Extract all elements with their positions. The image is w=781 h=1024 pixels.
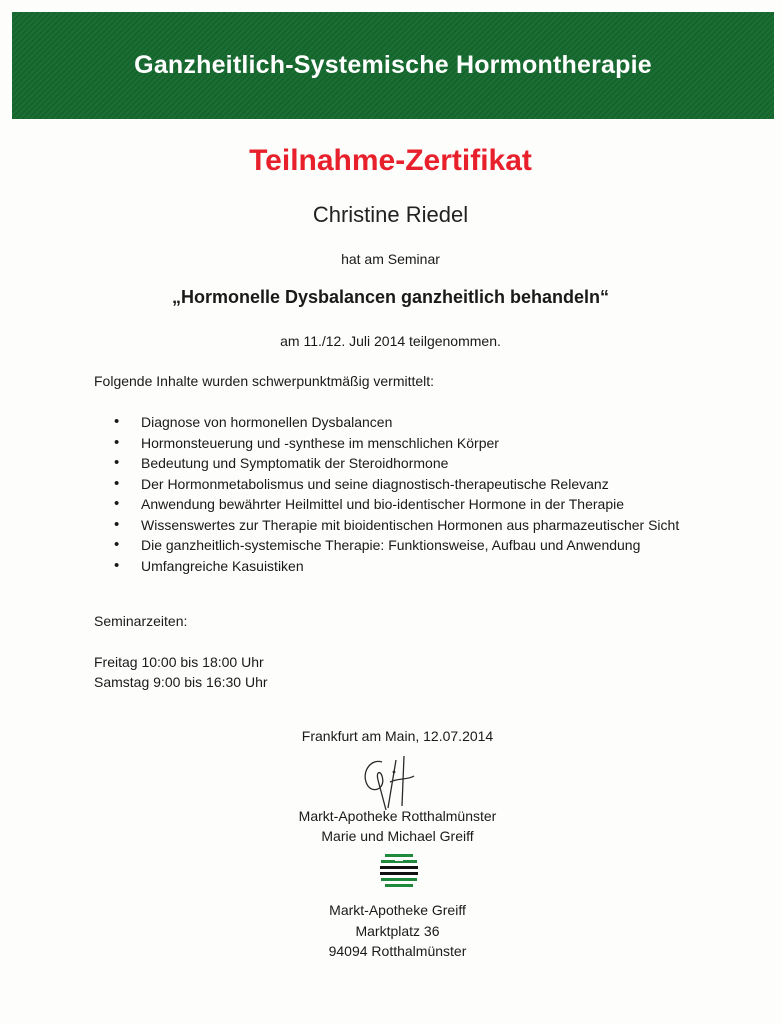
pharmacy-logo-icon: [379, 851, 419, 889]
schedule-friday: Freitag 10:00 bis 18:00 Uhr: [94, 654, 264, 670]
list-item: • Anwendung bewährter Heilmittel und bio-identischer Hormone in der Therapie: [114, 494, 704, 515]
pharmacy-name: Markt-Apotheke Rotthalmünster: [298, 808, 497, 824]
certificate-title: Teilnahme-Zertifikat: [249, 144, 532, 177]
address-street: Marktplatz 36: [355, 922, 440, 939]
signature-image: [352, 752, 432, 814]
address-name: Markt-Apotheke Greiff: [329, 902, 466, 918]
contents-heading: Folgende Inhalte wurden schwerpunktmäßig vermittelt:: [94, 373, 435, 389]
address-city: 94094 Rotthalmünster: [328, 943, 467, 959]
list-item: • Der Hormonmetabolismus und seine diagnostisch-therapeutische Relevanz: [114, 474, 704, 495]
owner-names: Marie und Michael Greiff: [321, 828, 474, 844]
topic-list: [114, 412, 704, 576]
participation-date: am 11./12. Juli 2014 teilgenommen.: [280, 333, 501, 349]
list-item: • Wissenswertes zur Therapie mit bioidentischen Hormonen aus pharmazeutischer Sicht: [114, 515, 704, 536]
seminar-title: „Hormonelle Dysbalancen ganzheitlich behandeln“: [171, 287, 610, 307]
schedule-saturday: Samstag 9:00 bis 16:30 Uhr: [94, 674, 268, 690]
address-block: [0, 900, 781, 962]
header-title: Ganzheitlich-Systemische Hormontherapie: [134, 51, 652, 79]
schedule-heading: Seminarzeiten:: [94, 613, 188, 629]
place-date: Frankfurt am Main, 12.07.2014: [301, 728, 494, 744]
schedule-times: [94, 652, 268, 692]
intro-text: hat am Seminar: [341, 251, 440, 267]
list-item: • Bedeutung und Symptomatik der Steroidhormone: [114, 453, 704, 474]
list-item: • Die ganzheitlich-systemische Therapie: Funktionsweise, Aufbau und Anwendung: [114, 535, 704, 556]
header-banner: [12, 12, 774, 119]
list-item: • Umfangreiche Kasuistiken: [114, 556, 704, 577]
signature-block: [0, 806, 781, 846]
recipient-name: Christine Riedel: [312, 202, 469, 227]
list-item: • Hormonsteuerung und -synthese im menschlichen Körper: [114, 433, 704, 454]
list-item: • Diagnose von hormonellen Dysbalancen: [114, 412, 704, 433]
